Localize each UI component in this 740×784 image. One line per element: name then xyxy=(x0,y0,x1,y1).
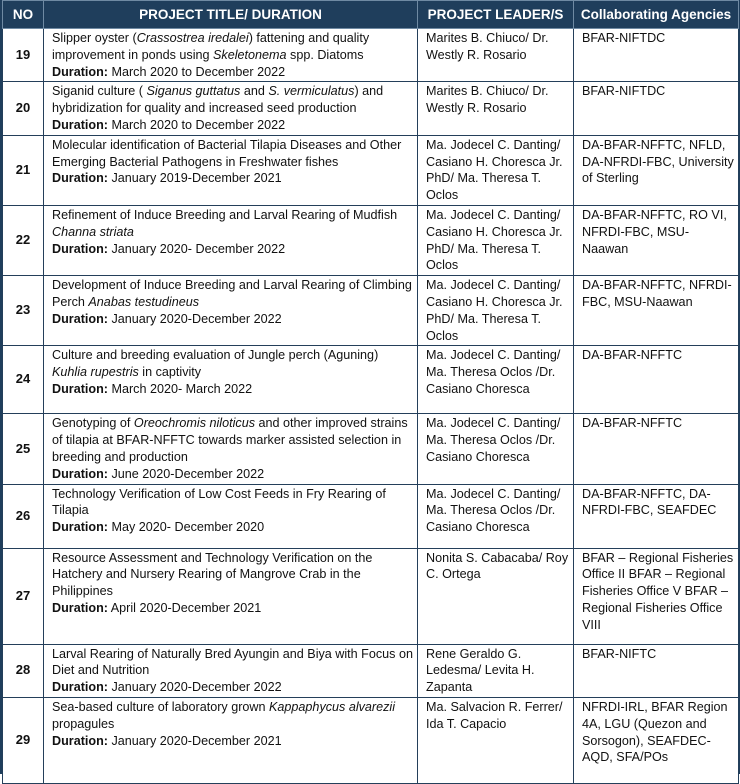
row-number: 26 xyxy=(3,484,44,548)
table-header-row xyxy=(3,1,739,29)
species-name: Kuhlia rupestris xyxy=(52,365,139,380)
project-duration xyxy=(52,519,413,536)
title-text: propagules xyxy=(52,716,115,731)
table-row xyxy=(3,346,739,414)
duration-label: Duration: xyxy=(52,381,108,396)
row-number: 29 xyxy=(3,697,44,783)
species-name: Siganus guttatus xyxy=(146,84,241,99)
duration-label: Duration: xyxy=(52,680,108,695)
project-duration xyxy=(52,733,413,750)
project-title xyxy=(52,277,413,311)
species-name: Channa striata xyxy=(52,224,134,239)
table-row xyxy=(3,135,739,205)
species-name: Anabas testudineus xyxy=(88,294,200,309)
project-duration xyxy=(52,64,413,81)
row-number: 23 xyxy=(3,276,44,346)
title-text: Siganid culture ( xyxy=(52,84,147,99)
duration-label: Duration: xyxy=(52,64,108,79)
species-name: S. vermiculatus xyxy=(268,84,355,99)
duration-value: May 2020- December 2020 xyxy=(111,520,265,535)
title-text: Slipper oyster ( xyxy=(52,31,137,45)
project-title xyxy=(52,415,413,465)
duration-value: January 2020- December 2022 xyxy=(111,241,286,256)
table-row xyxy=(3,414,739,484)
project-duration xyxy=(52,170,413,187)
header-no: NO xyxy=(3,1,44,29)
project-title xyxy=(52,550,413,600)
duration-label: Duration: xyxy=(52,311,108,326)
duration-label: Duration: xyxy=(52,171,108,186)
row-number: 21 xyxy=(3,135,44,205)
collaborating-agencies: DA-BFAR-NFFTC, RO VI, NFRDI-FBC, MSU-Naawan xyxy=(574,205,739,275)
species-name: Oreochromis niloticus xyxy=(133,416,256,431)
project-title-cell xyxy=(44,644,418,697)
title-text: Culture and breeding evaluation of Jungle perch (Aguning) xyxy=(52,348,379,363)
species-name: Skeletonema xyxy=(213,47,287,62)
duration-value: June 2020-December 2022 xyxy=(111,466,265,481)
row-number: 19 xyxy=(3,29,44,82)
collaborating-agencies: BFAR-NIFTDC xyxy=(574,82,739,135)
title-text: Technology Verification of Low Cost Feeds in Fry Rearing of Tilapia xyxy=(52,486,386,518)
title-text: Larval Rearing of Naturally Bred Ayungin and Biya with Focus on Diet and Nutrition xyxy=(52,646,413,678)
project-title xyxy=(52,83,413,117)
species-name: Crassostrea iredalei xyxy=(136,31,249,45)
title-text: Genotyping of xyxy=(52,416,134,431)
duration-label: Duration: xyxy=(52,117,108,132)
table-row xyxy=(3,697,739,783)
project-title xyxy=(52,137,413,171)
title-text: Refinement of Induce Breeding and Larval Rearing of Mudfish xyxy=(52,207,398,222)
title-text: Resource Assessment and Technology Verification on the Hatchery and Nursery Rearing of Mangrove Crab in the Philippines xyxy=(52,550,373,599)
project-leader: Ma. Jodecel C. Danting/ Ma. Theresa Oclos /Dr. Casiano Choresca xyxy=(418,346,574,414)
table-body xyxy=(3,29,739,784)
duration-label: Duration: xyxy=(52,241,108,256)
collaborating-agencies: DA-BFAR-NFFTC, DA-NFRDI-FBC, SEAFDEC xyxy=(574,484,739,548)
collaborating-agencies: DA-BFAR-NFFTC xyxy=(574,414,739,484)
project-duration xyxy=(52,679,413,696)
project-leader: Ma. Jodecel C. Danting/ Casiano H. Choresca Jr. PhD/ Ma. Theresa T. Oclos xyxy=(418,205,574,275)
duration-label: Duration: xyxy=(52,600,108,615)
title-text: spp. Diatoms xyxy=(286,47,364,62)
project-title xyxy=(52,30,413,64)
project-leader: Ma. Salvacion R. Ferrer/ Ida T. Capacio xyxy=(418,697,574,783)
project-title xyxy=(52,207,413,241)
table-row xyxy=(3,205,739,275)
duration-value: April 2020-December 2021 xyxy=(110,600,262,615)
project-duration xyxy=(52,381,413,398)
project-leader: Nonita S. Cabacaba/ Roy C. Ortega xyxy=(418,548,574,644)
title-text: and xyxy=(240,84,269,99)
duration-value: January 2019-December 2021 xyxy=(111,171,282,186)
project-title-cell xyxy=(44,548,418,644)
project-title-cell xyxy=(44,135,418,205)
duration-label: Duration: xyxy=(52,466,108,481)
duration-value: January 2020-December 2021 xyxy=(111,733,282,748)
project-duration xyxy=(52,466,413,483)
project-title-cell xyxy=(44,205,418,275)
title-text: ) fattening and quality improvement in ponds using xyxy=(52,31,370,62)
project-title xyxy=(52,699,413,733)
header-project-title: PROJECT TITLE/ DURATION xyxy=(44,1,418,29)
project-title-cell xyxy=(44,29,418,82)
collaborating-agencies: DA-BFAR-NFFTC, NFRDI-FBC, MSU-Naawan xyxy=(574,276,739,346)
row-number: 20 xyxy=(3,82,44,135)
table-row xyxy=(3,548,739,644)
row-number: 24 xyxy=(3,346,44,414)
title-text: in captivity xyxy=(138,365,202,380)
header-collaborating-agencies: Collaborating Agencies xyxy=(574,1,739,29)
title-text: Sea-based culture of laboratory grown xyxy=(52,699,270,714)
duration-value: March 2020 to December 2022 xyxy=(111,117,286,132)
row-number: 27 xyxy=(3,548,44,644)
project-title-cell xyxy=(44,82,418,135)
project-leader: Ma. Jodecel C. Danting/ Casiano H. Choresca Jr. PhD/ Ma. Theresa T. Oclos xyxy=(418,276,574,346)
header-project-leader: PROJECT LEADER/S xyxy=(418,1,574,29)
project-title-cell xyxy=(44,346,418,414)
table-row xyxy=(3,29,739,82)
collaborating-agencies: BFAR-NIFTDC xyxy=(574,29,739,82)
row-number: 22 xyxy=(3,205,44,275)
project-title-cell xyxy=(44,276,418,346)
project-title xyxy=(52,347,413,381)
title-text: ) and hybridization for quality and increased seed production xyxy=(52,84,384,116)
species-name: Kappaphycus alvarezii xyxy=(269,699,396,714)
collaborating-agencies: NFRDI-IRL, BFAR Region 4A, LGU (Quezon and Sorsogon), SEAFDEC-AQD, SFA/POs xyxy=(574,697,739,783)
row-number: 25 xyxy=(3,414,44,484)
duration-value: March 2020- March 2022 xyxy=(111,381,253,396)
title-text: and other improved strains of tilapia at BFAR-NFFTC towards marker assisted selection in breeding and production xyxy=(52,416,408,464)
duration-value: March 2020 to December 2022 xyxy=(111,64,286,79)
row-number: 28 xyxy=(3,644,44,697)
project-leader: Ma. Jodecel C. Danting/ Casiano H. Choresca Jr. PhD/ Ma. Theresa T. Oclos xyxy=(418,135,574,205)
project-leader: Ma. Jodecel C. Danting/ Ma. Theresa Oclos /Dr. Casiano Choresca xyxy=(418,484,574,548)
duration-value: January 2020-December 2022 xyxy=(111,311,282,326)
project-leader: Marites B. Chiuco/ Dr. Westly R. Rosario xyxy=(418,29,574,82)
project-table xyxy=(2,0,739,784)
table-row xyxy=(3,276,739,346)
project-title-cell xyxy=(44,697,418,783)
table-row xyxy=(3,82,739,135)
collaborating-agencies: BFAR – Regional Fisheries Office II BFAR – Regional Fisheries Office V BFAR – Regional Fisheries Office VIII xyxy=(574,548,739,644)
project-title xyxy=(52,646,413,680)
collaborating-agencies: DA-BFAR-NFFTC, NFLD, DA-NFRDI-FBC, University of Sterling xyxy=(574,135,739,205)
project-title xyxy=(52,486,413,520)
project-title-cell xyxy=(44,484,418,548)
duration-label: Duration: xyxy=(52,733,108,748)
project-leader: Rene Geraldo G. Ledesma/ Levita H. Zapanta xyxy=(418,644,574,697)
title-text: Development of Induce Breeding and Larval Rearing of Climbing Perch xyxy=(52,278,412,309)
project-title-cell xyxy=(44,414,418,484)
table-row xyxy=(3,644,739,697)
project-duration xyxy=(52,600,413,617)
collaborating-agencies: DA-BFAR-NFFTC xyxy=(574,346,739,414)
project-duration xyxy=(52,241,413,258)
title-text: Molecular identification of Bacterial Tilapia Diseases and Other Emerging Bacterial Pathogens in Freshwater fishes xyxy=(52,137,402,169)
duration-value: January 2020-December 2022 xyxy=(111,680,282,695)
project-duration xyxy=(52,311,413,328)
project-leader: Ma. Jodecel C. Danting/ Ma. Theresa Oclos /Dr. Casiano Choresca xyxy=(418,414,574,484)
duration-label: Duration: xyxy=(52,520,108,535)
project-duration xyxy=(52,117,413,134)
collaborating-agencies: BFAR-NIFTC xyxy=(574,644,739,697)
project-leader: Marites B. Chiuco/ Dr. Westly R. Rosario xyxy=(418,82,574,135)
table-row xyxy=(3,484,739,548)
